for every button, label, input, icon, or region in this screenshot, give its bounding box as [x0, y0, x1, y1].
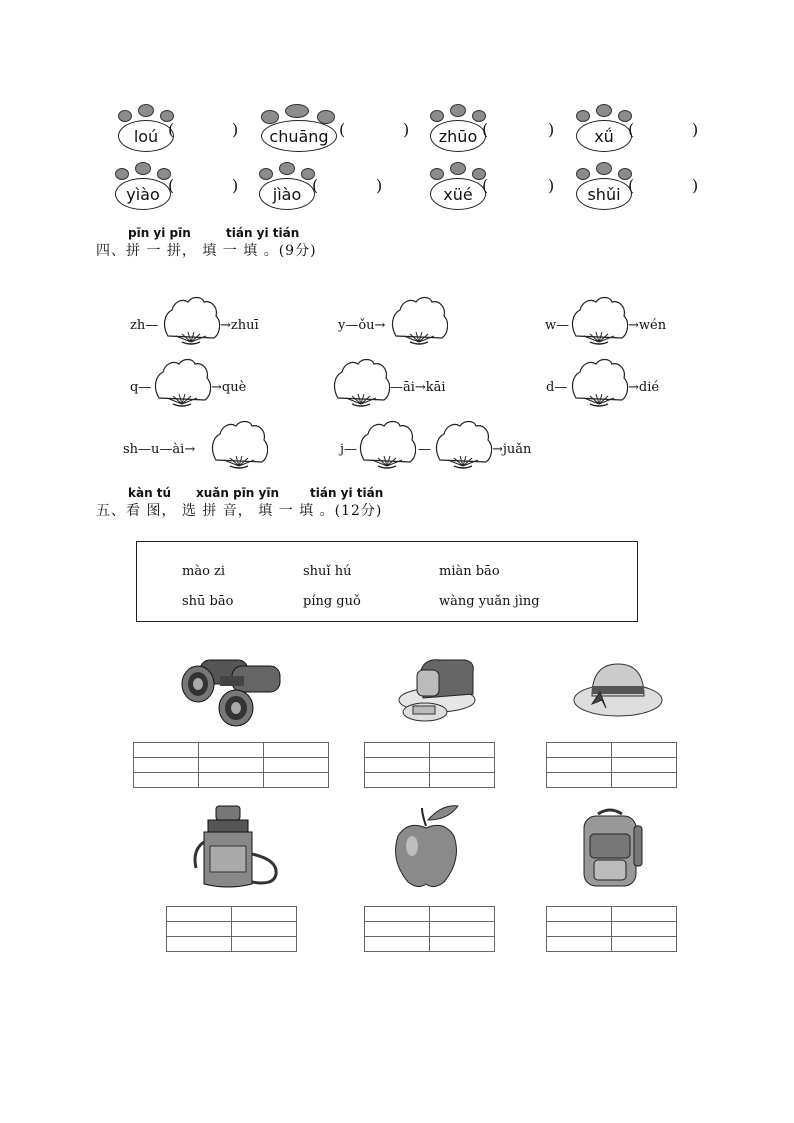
shell-blank-icon[interactable]	[570, 358, 628, 408]
paren-open: (	[168, 120, 175, 139]
binoculars-icon	[180, 652, 286, 728]
paren-close: )	[548, 176, 555, 195]
paren-open: (	[482, 176, 489, 195]
pinyin-result: →juǎn	[492, 442, 532, 457]
paren-open: (	[312, 176, 319, 195]
paren-close: )	[692, 120, 699, 139]
word-bank-item: miàn bāo	[439, 564, 500, 579]
section-5-title: 五、看 图， 选 拼 音， 填 一 填 。(12分)	[96, 503, 383, 519]
paren-close: )	[692, 176, 699, 195]
shell-blank-icon[interactable]	[434, 420, 492, 470]
paren-close: )	[232, 176, 239, 195]
pinyin-part: d—	[546, 380, 568, 395]
pinyin-result: →què	[211, 380, 247, 395]
paw-print	[574, 162, 636, 220]
paw-syllable: loú	[118, 120, 174, 152]
shell-blank-icon[interactable]	[570, 296, 628, 346]
paren-close: )	[232, 120, 239, 139]
bread-icon	[395, 654, 479, 724]
shell-blank-icon[interactable]	[210, 420, 268, 470]
apple-icon	[392, 802, 462, 890]
pinyin-part: q—	[130, 380, 152, 395]
water-bottle-icon	[190, 802, 282, 890]
pinyin-result: →dié	[628, 380, 660, 395]
paw-print	[259, 104, 339, 162]
word-bank-item: shuǐ hú	[303, 564, 352, 579]
paren-open: (	[339, 120, 346, 139]
word-bank-item: píng guǒ	[303, 594, 361, 609]
hat-icon	[572, 660, 664, 718]
writing-grid[interactable]	[364, 742, 495, 788]
paw-syllable: chuāng	[261, 120, 337, 152]
shell-blank-icon[interactable]	[358, 420, 416, 470]
paw-syllable: xüé	[430, 178, 486, 210]
shell-blank-icon[interactable]	[162, 296, 220, 346]
shell-blank-icon[interactable]	[332, 358, 390, 408]
paw-print	[428, 104, 490, 162]
shell-blank-icon[interactable]	[153, 358, 211, 408]
pinyin-result: —āi→kāi	[390, 380, 446, 395]
ruby-pinyin: tián yi tián	[310, 486, 384, 500]
pinyin-part: j—	[340, 442, 358, 457]
paw-print	[428, 162, 490, 220]
ruby-pinyin: xuǎn pīn yīn	[196, 486, 280, 500]
word-bank-item: wàng yuǎn jìng	[439, 594, 540, 609]
writing-grid[interactable]	[166, 906, 297, 952]
backpack-icon	[574, 806, 646, 890]
paren-open: (	[628, 176, 635, 195]
pinyin-part: zh—	[130, 318, 159, 333]
pinyin-part: sh—u—ài→	[123, 442, 196, 457]
paw-print	[257, 162, 319, 220]
paw-print	[113, 162, 175, 220]
paren-open: (	[482, 120, 489, 139]
writing-grid[interactable]	[364, 906, 495, 952]
writing-grid[interactable]	[546, 906, 677, 952]
word-bank-box	[136, 541, 638, 622]
paren-close: )	[376, 176, 383, 195]
shell-blank-icon[interactable]	[390, 296, 448, 346]
writing-grid[interactable]	[546, 742, 677, 788]
pinyin-part: y—ǒu→	[338, 318, 386, 333]
word-bank-item: mào zi	[182, 564, 226, 579]
pinyin-result: →wén	[628, 318, 667, 333]
ruby-pinyin: pīn yi pīn	[128, 226, 191, 240]
pinyin-result: →zhuī	[220, 318, 259, 333]
pinyin-part: w—	[545, 318, 570, 333]
ruby-pinyin: tián yi tián	[226, 226, 300, 240]
paren-open: (	[168, 176, 175, 195]
paren-close: )	[403, 120, 410, 139]
paw-syllable: yìào	[115, 178, 171, 210]
word-bank-item: shū bāo	[182, 594, 234, 609]
paw-syllable: zhūo	[430, 120, 486, 152]
paw-syllable: jìào	[259, 178, 315, 210]
paw-syllable: shǔi	[576, 178, 632, 210]
paw-print	[574, 104, 636, 162]
paw-syllable: xǘ	[576, 120, 632, 152]
writing-grid[interactable]	[133, 742, 329, 788]
pinyin-part: —	[418, 442, 431, 457]
paren-close: )	[548, 120, 555, 139]
ruby-pinyin: kàn tú	[128, 486, 172, 500]
paren-open: (	[628, 120, 635, 139]
section-4-title: 四、拼 一 拼， 填 一 填 。(9分)	[96, 243, 317, 259]
